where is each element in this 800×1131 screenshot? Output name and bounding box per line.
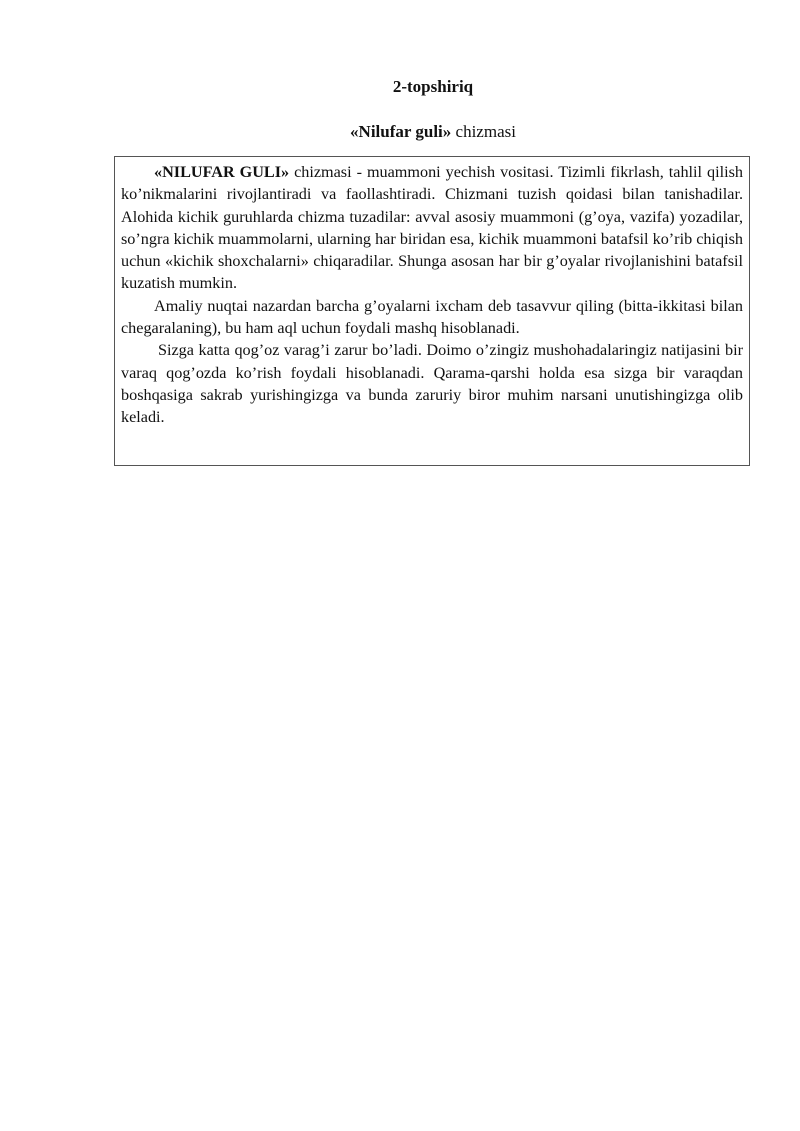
page-title: 2-topshiriq (392, 77, 474, 96)
subtitle-bold: «Nilufar guli» (350, 122, 452, 141)
paragraph-1 (121, 161, 743, 295)
content-box (114, 156, 750, 466)
page-subtitle (0, 122, 800, 142)
paragraph-3 (121, 339, 743, 428)
paragraph-3-text: Sizga katta qog’oz varag’i zarur bo’ladi. Doimo o’zingiz mushohadalaringiz natijasini bir varaq qog’ozda ko’rish foydali hisoblanadi. Qarama-qarshi holda esa sizga bir varaqdan boshqasiga sakrab yurishingizga va bunda zaruriy biror muhim narsani unutishingizga olib keladi. (121, 341, 743, 427)
paragraph-1-lead: «NILUFAR GULI» (154, 163, 290, 181)
paragraph-1-text: chizmasi - muammoni yechish vositasi. Tizimli fikrlash, tahlil qilish ko’nikmalarini rivojlantiradi va faollashtiradi. Chizmani tuzish qoidasi bilan tanishadilar. Alohida kichik guruhlarda chizma tuzadilar: avval asosiy muammoni (g’oya, vazifa) yozadilar, so’ngra kichik muammolarni, ularning har biridan esa, kichik muammoni batafsil ko’rib chiqish uchun «kichik shoxchalarni» chiqaradilar. Shunga asosan har bir g’oyalar rivojlanishini batafsil kuzatish mumkin. (121, 163, 744, 293)
subtitle-rest: chizmasi (451, 122, 516, 141)
paragraph-2-text: Amaliy nuqtai nazardan barcha g’oyalarni ixcham deb tasavvur qiling (bitta-ikkitasi bilan chegaralaning), bu ham aql uchun foydali mashq hisoblanadi. (121, 296, 743, 338)
paragraph-2 (121, 295, 743, 340)
